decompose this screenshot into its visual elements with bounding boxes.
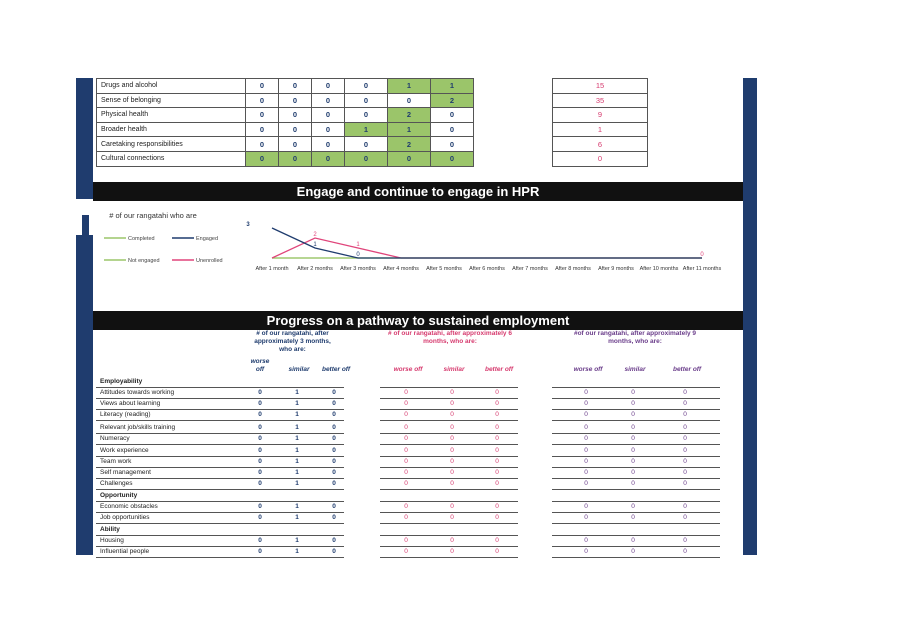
indicator-label: Literacy (reading)	[100, 411, 151, 418]
indicator-value: 0	[258, 503, 262, 510]
barrier-value: 0	[279, 79, 312, 94]
row-divider	[552, 557, 720, 558]
indicator-value: 0	[450, 469, 454, 476]
indicator-value: 0	[450, 548, 454, 555]
column-header: similar	[443, 366, 465, 373]
barrier-total: 6	[553, 137, 648, 152]
indicator-value: 0	[450, 400, 454, 407]
barrier-value: 0	[388, 93, 431, 108]
indicator-value: 0	[404, 514, 408, 521]
indicator-value: 0	[404, 480, 408, 487]
indicator-value: 0	[495, 458, 499, 465]
indicator-value: 0	[258, 411, 262, 418]
legend-label: Engaged	[196, 236, 219, 242]
progress-banner: Progress on a pathway to sustained employment	[93, 311, 743, 330]
barrier-value: 0	[279, 122, 312, 137]
period-header: # of our rangatahi, after approximately 6 months, who are:	[388, 330, 512, 345]
barrier-value: 0	[312, 93, 345, 108]
indicator-value: 0	[584, 503, 588, 510]
indicator-value: 0	[258, 514, 262, 521]
indicator-value: 0	[683, 435, 687, 442]
indicator-value: 1	[295, 514, 299, 521]
indicator-value: 0	[495, 548, 499, 555]
indicator-value: 0	[450, 514, 454, 521]
indicator-value: 0	[258, 537, 262, 544]
barrier-total: 35	[553, 93, 648, 108]
barriers-table	[96, 78, 474, 167]
indicator-value: 1	[295, 411, 299, 418]
barrier-label: Caretaking responsibilities	[97, 137, 246, 152]
indicator-value: 0	[450, 447, 454, 454]
x-tick-label: After 6 months	[469, 266, 505, 272]
engagement-line-chart	[96, 220, 736, 280]
indicator-value: 0	[258, 424, 262, 431]
indicator-value: 0	[332, 503, 336, 510]
left-edge-bar-top	[76, 78, 93, 199]
data-label: 0	[700, 252, 704, 258]
column-header: worse off	[573, 366, 603, 373]
indicator-value: 1	[295, 503, 299, 510]
indicator-value: 0	[332, 480, 336, 487]
indicator-value: 0	[683, 389, 687, 396]
indicator-label: Views about learning	[100, 400, 161, 407]
legend-label: Not engaged	[128, 258, 160, 264]
indicator-value: 0	[404, 424, 408, 431]
row-divider	[552, 523, 720, 524]
row-divider	[380, 444, 518, 445]
indicator-value: 1	[295, 435, 299, 442]
x-tick-label: After 4 months	[383, 266, 419, 272]
chart-title: # of our rangatahi who are	[109, 211, 197, 220]
indicator-value: 0	[450, 389, 454, 396]
barrier-value: 0	[345, 93, 388, 108]
barrier-value: 0	[345, 79, 388, 94]
barrier-label: Sense of belonging	[97, 93, 246, 108]
indicator-value: 0	[258, 400, 262, 407]
legend-label: Completed	[128, 236, 155, 242]
indicator-value: 0	[258, 435, 262, 442]
barrier-value: 2	[388, 108, 431, 123]
indicator-value: 1	[295, 389, 299, 396]
indicator-value: 1	[295, 447, 299, 454]
indicator-label: Job opportunities	[100, 514, 150, 521]
indicator-value: 0	[450, 411, 454, 418]
barrier-value: 0	[312, 108, 345, 123]
row-divider	[380, 523, 518, 524]
indicator-label: Economic obstacles	[100, 503, 158, 510]
period-header: # of our rangatahi, after approximately 3 months, who are:	[254, 330, 331, 353]
indicator-value: 0	[631, 537, 635, 544]
barrier-value: 0	[312, 151, 345, 166]
left-edge-bar-bottom	[76, 235, 93, 555]
indicator-value: 0	[631, 400, 635, 407]
indicator-value: 0	[332, 514, 336, 521]
column-header: better off	[672, 366, 702, 373]
barrier-value: 0	[246, 122, 279, 137]
indicator-value: 0	[683, 537, 687, 544]
barrier-value: 0	[279, 108, 312, 123]
barrier-value: 0	[431, 122, 474, 137]
indicator-label: Attitudes towards working	[100, 389, 175, 396]
barrier-value: 0	[345, 151, 388, 166]
indicator-value: 0	[495, 424, 499, 431]
barrier-value: 0	[246, 79, 279, 94]
indicator-value: 0	[683, 514, 687, 521]
indicator-value: 0	[404, 458, 408, 465]
row-divider	[380, 420, 518, 421]
barrier-value: 0	[279, 151, 312, 166]
column-header: worse off	[393, 366, 423, 373]
indicator-value: 1	[295, 548, 299, 555]
indicator-value: 0	[584, 548, 588, 555]
row-divider	[552, 444, 720, 445]
indicator-value: 0	[450, 458, 454, 465]
column-header: worse off	[250, 358, 270, 373]
indicator-value: 0	[584, 480, 588, 487]
barrier-value: 0	[431, 151, 474, 166]
indicator-value: 0	[258, 548, 262, 555]
indicator-value: 0	[332, 458, 336, 465]
indicator-value: 0	[332, 400, 336, 407]
indicator-value: 0	[258, 447, 262, 454]
barrier-value: 0	[246, 151, 279, 166]
totals-table	[552, 78, 648, 167]
indicator-value: 0	[683, 424, 687, 431]
indicator-value: 0	[258, 389, 262, 396]
x-tick-label: After 10 months	[639, 266, 679, 272]
indicator-label: Work experience	[100, 447, 149, 454]
indicator-value: 0	[584, 469, 588, 476]
indicator-value: 0	[332, 389, 336, 396]
indicator-value: 0	[631, 469, 635, 476]
indicator-value: 0	[404, 469, 408, 476]
indicator-value: 0	[495, 435, 499, 442]
indicator-value: 0	[450, 435, 454, 442]
indicator-value: 0	[495, 447, 499, 454]
barrier-row	[97, 108, 474, 123]
barrier-value: 0	[388, 151, 431, 166]
indicator-value: 1	[295, 469, 299, 476]
indicator-value: 0	[631, 411, 635, 418]
barrier-value: 0	[279, 93, 312, 108]
indicator-value: 0	[258, 458, 262, 465]
indicator-value: 1	[295, 480, 299, 487]
x-tick-label: After 2 months	[297, 266, 333, 272]
data-label: 3	[246, 222, 250, 228]
indicator-value: 0	[332, 435, 336, 442]
indicator-value: 0	[332, 469, 336, 476]
indicator-value: 0	[258, 469, 262, 476]
row-divider	[96, 557, 344, 558]
indicator-value: 0	[631, 389, 635, 396]
barrier-value: 0	[312, 137, 345, 152]
barrier-row	[97, 137, 474, 152]
row-divider	[96, 489, 344, 490]
indicator-value: 0	[495, 537, 499, 544]
barrier-row	[97, 151, 474, 166]
data-label: 1	[313, 242, 317, 248]
barrier-total: 0	[553, 151, 648, 166]
row-divider	[96, 420, 344, 421]
indicator-value: 0	[683, 503, 687, 510]
x-tick-label: After 3 months	[340, 266, 376, 272]
indicator-value: 0	[495, 514, 499, 521]
indicator-value: 1	[295, 424, 299, 431]
data-label: 1	[356, 242, 360, 248]
indicator-value: 0	[584, 411, 588, 418]
legend-label: Unenrolled	[196, 258, 223, 264]
indicator-value: 1	[295, 458, 299, 465]
indicator-value: 0	[404, 447, 408, 454]
indicator-value: 0	[404, 411, 408, 418]
barrier-value: 0	[279, 137, 312, 152]
right-edge-bar	[743, 78, 757, 555]
indicator-label: Influential people	[100, 548, 150, 555]
indicator-value: 0	[631, 548, 635, 555]
barrier-value: 0	[345, 137, 388, 152]
barrier-row	[97, 93, 474, 108]
indicator-value: 0	[495, 400, 499, 407]
column-header: better off	[321, 366, 351, 373]
indicator-value: 0	[683, 548, 687, 555]
row-divider	[552, 420, 720, 421]
x-tick-label: After 11 months	[682, 266, 722, 272]
indicator-value: 0	[404, 503, 408, 510]
x-tick-label: After 7 months	[512, 266, 548, 272]
barrier-value: 1	[388, 122, 431, 137]
barrier-value: 0	[431, 137, 474, 152]
barrier-value: 0	[246, 108, 279, 123]
indicator-value: 0	[631, 435, 635, 442]
indicator-value: 1	[295, 400, 299, 407]
row-divider	[96, 523, 344, 524]
column-header: similar	[288, 366, 310, 373]
indicator-value: 0	[450, 424, 454, 431]
barrier-value: 1	[431, 79, 474, 94]
barrier-label: Broader health	[97, 122, 246, 137]
indicator-value: 0	[631, 514, 635, 521]
indicator-value: 0	[404, 537, 408, 544]
indicator-value: 0	[404, 548, 408, 555]
indicator-value: 0	[683, 480, 687, 487]
indicator-value: 0	[404, 435, 408, 442]
engage-banner: Engage and continue to engage in HPR	[93, 182, 743, 201]
indicator-value: 0	[631, 503, 635, 510]
barrier-value: 1	[345, 122, 388, 137]
indicator-value: 0	[584, 537, 588, 544]
indicator-value: 0	[631, 447, 635, 454]
indicator-value: 1	[295, 537, 299, 544]
series-line-unenrolled	[272, 238, 702, 258]
indicator-value: 0	[332, 537, 336, 544]
indicator-value: 0	[683, 458, 687, 465]
left-edge-nub	[82, 215, 89, 237]
indicator-value: 0	[495, 480, 499, 487]
x-tick-label: After 5 months	[426, 266, 462, 272]
x-tick-label: After 1 month	[255, 266, 289, 272]
indicator-label: Self management	[100, 469, 151, 476]
indicator-value: 0	[584, 447, 588, 454]
barrier-row	[97, 122, 474, 137]
indicator-value: 0	[584, 424, 588, 431]
barrier-value: 0	[312, 79, 345, 94]
indicator-value: 0	[450, 503, 454, 510]
period-header: #of our rangatahi, after approximately 9 months, who are:	[573, 330, 697, 345]
indicator-value: 0	[631, 458, 635, 465]
row-divider	[552, 489, 720, 490]
barrier-value: 0	[246, 137, 279, 152]
indicator-value: 0	[495, 503, 499, 510]
indicator-value: 0	[584, 458, 588, 465]
indicator-label: Housing	[100, 537, 124, 544]
barrier-value: 0	[246, 93, 279, 108]
indicator-label: Team work	[100, 458, 132, 465]
barrier-label: Drugs and alcohol	[97, 79, 246, 94]
barrier-label: Cultural connections	[97, 151, 246, 166]
row-divider	[96, 444, 344, 445]
indicator-value: 0	[450, 480, 454, 487]
indicator-value: 0	[495, 411, 499, 418]
indicator-value: 0	[584, 400, 588, 407]
barrier-value: 0	[312, 122, 345, 137]
indicator-label: Challenges	[100, 480, 133, 487]
indicator-value: 0	[404, 389, 408, 396]
barrier-total: 15	[553, 79, 648, 94]
barrier-value: 0	[345, 108, 388, 123]
indicator-value: 0	[495, 389, 499, 396]
indicator-value: 0	[683, 411, 687, 418]
column-header: better off	[484, 366, 514, 373]
data-label: 0	[356, 252, 360, 258]
indicator-value: 0	[495, 469, 499, 476]
indicator-value: 0	[631, 480, 635, 487]
x-tick-label: After 9 months	[598, 266, 634, 272]
row-divider	[380, 489, 518, 490]
indicator-value: 0	[584, 389, 588, 396]
barrier-value: 1	[388, 79, 431, 94]
row-divider	[380, 557, 518, 558]
barrier-value: 0	[431, 108, 474, 123]
indicator-value: 0	[258, 480, 262, 487]
indicator-value: 0	[332, 411, 336, 418]
barrier-value: 2	[388, 137, 431, 152]
indicator-value: 0	[631, 424, 635, 431]
barrier-label: Physical health	[97, 108, 246, 123]
section-label: Ability	[100, 526, 120, 533]
column-header: similar	[624, 366, 646, 373]
barrier-row	[97, 79, 474, 94]
data-label: 2	[313, 232, 317, 238]
barrier-value: 2	[431, 93, 474, 108]
indicator-value: 0	[683, 469, 687, 476]
indicator-value: 0	[404, 400, 408, 407]
x-tick-label: After 8 months	[555, 266, 591, 272]
indicator-value: 0	[332, 447, 336, 454]
indicator-value: 0	[450, 537, 454, 544]
barrier-total: 1	[553, 122, 648, 137]
indicator-value: 0	[683, 447, 687, 454]
indicator-value: 0	[584, 435, 588, 442]
indicator-value: 0	[332, 424, 336, 431]
barrier-total: 9	[553, 108, 648, 123]
indicator-value: 0	[332, 548, 336, 555]
indicator-label: Relevant job/skills training	[100, 424, 176, 431]
indicator-label: Numeracy	[100, 435, 130, 442]
section-label: Opportunity	[100, 492, 138, 499]
indicator-value: 0	[584, 514, 588, 521]
section-label: Employability	[100, 378, 143, 385]
indicator-value: 0	[683, 400, 687, 407]
